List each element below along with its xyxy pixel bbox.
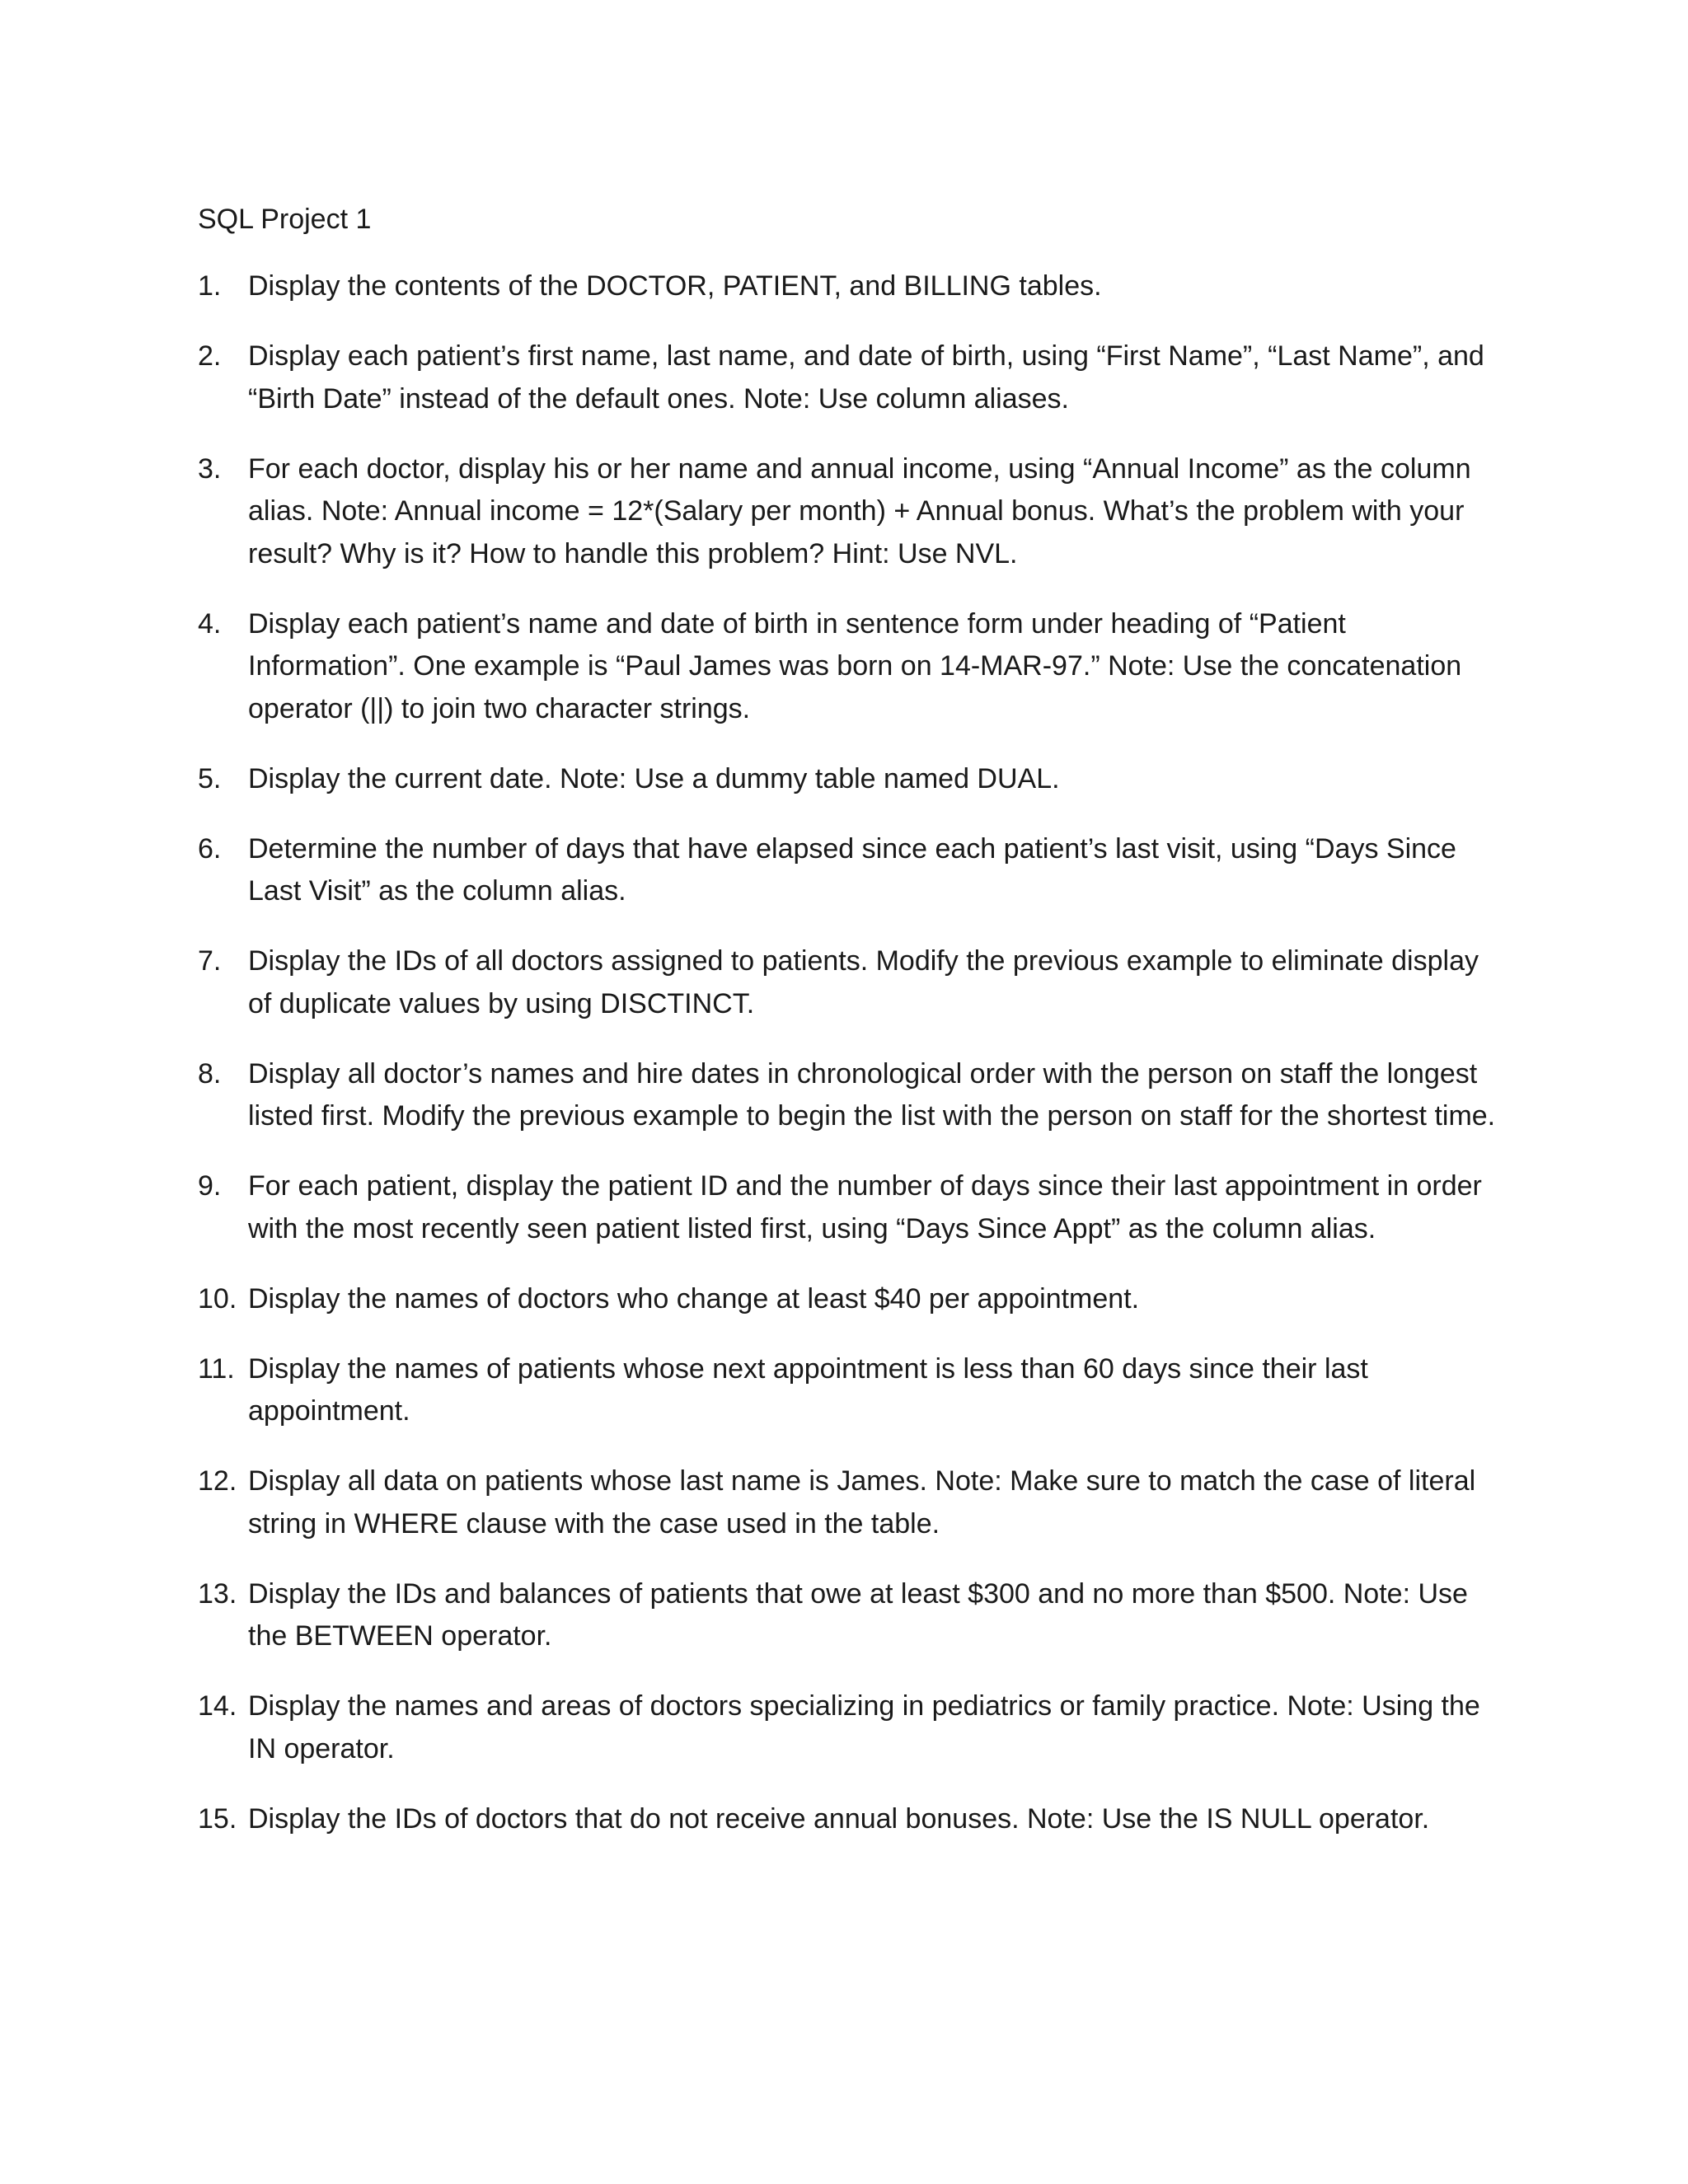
question-text: For each doctor, display his or her name and annual income, using “Annual Income” as the column alias. Note: Annual income = 12*(Salary per month) + Annual bonus. What’s the problem with your result? Why is it? How to handle this problem? Hint: Use NVL. bbox=[248, 452, 1471, 569]
question-text: Display the names of patients whose next appointment is less than 60 days since their last appointment. bbox=[248, 1352, 1368, 1427]
question-text: For each patient, display the patient ID and the number of days since their last appointment in order with the most recently seen patient listed first, using “Days Since Appt” as the column alias. bbox=[248, 1170, 1482, 1244]
question-item bbox=[198, 940, 1500, 1025]
question-item bbox=[198, 1348, 1500, 1433]
question-number: 7. bbox=[198, 945, 222, 977]
question-item bbox=[198, 265, 1500, 308]
question-text: Display the IDs of all doctors assigned to patients. Modify the previous example to eliminate display of duplicate values by using DISCTINCT. bbox=[248, 945, 1479, 1019]
question-text: Display the IDs of doctors that do not receive annual bonuses. Note: Use the IS NULL operator. bbox=[248, 1802, 1430, 1835]
question-text: Display all data on patients whose last name is James. Note: Make sure to match the case of literal string in WHERE clause with the case used in the table. bbox=[248, 1465, 1476, 1540]
question-text: Display the IDs and balances of patients that owe at least $300 and no more than $500. Note: Use the BETWEEN operator. bbox=[248, 1577, 1468, 1652]
question-number: 5. bbox=[198, 762, 222, 794]
question-item bbox=[198, 1165, 1500, 1250]
question-number: 15. bbox=[198, 1802, 237, 1835]
question-text: Display all doctor’s names and hire dates in chronological order with the person on staff the longest listed first. Modify the previous example to begin the list with the person on staff for the shortest time. bbox=[248, 1057, 1496, 1132]
question-number: 10. bbox=[198, 1282, 237, 1315]
question-number: 6. bbox=[198, 832, 222, 865]
question-number: 12. bbox=[198, 1465, 237, 1497]
document-title: SQL Project 1 bbox=[198, 204, 372, 235]
question-item bbox=[198, 1278, 1500, 1321]
question-text: Determine the number of days that have elapsed since each patient’s last visit, using “Days Since Last Visit” as the column alias. bbox=[248, 832, 1456, 907]
question-text: Display each patient’s name and date of birth in sentence form under heading of “Patient Information”. One example is “Paul James was born on 14-MAR-97.” Note: Use the concatenation operator (||) to join two character strings. bbox=[248, 607, 1462, 724]
question-text: Display the names and areas of doctors specializing in pediatrics or family practice. Note: Using the IN operator. bbox=[248, 1690, 1480, 1765]
question-item bbox=[198, 758, 1500, 801]
question-text: Display the contents of the DOCTOR, PATIENT, and BILLING tables. bbox=[248, 270, 1102, 302]
question-item bbox=[198, 335, 1500, 420]
question-number: 1. bbox=[198, 270, 222, 302]
question-number: 3. bbox=[198, 452, 222, 485]
question-item bbox=[198, 1685, 1500, 1770]
question-text: Display the current date. Note: Use a dummy table named DUAL. bbox=[248, 762, 1060, 794]
question-number: 11. bbox=[198, 1352, 235, 1385]
question-number: 8. bbox=[198, 1057, 222, 1090]
question-item bbox=[198, 828, 1500, 913]
question-item bbox=[198, 448, 1500, 576]
question-number: 13. bbox=[198, 1577, 237, 1610]
question-item bbox=[198, 1053, 1500, 1138]
question-item bbox=[198, 1460, 1500, 1545]
question-text: Display the names of doctors who change at least $40 per appointment. bbox=[248, 1282, 1140, 1315]
question-number: 4. bbox=[198, 607, 222, 640]
question-item bbox=[198, 603, 1500, 731]
question-item bbox=[198, 1798, 1500, 1841]
question-number: 2. bbox=[198, 340, 222, 372]
question-text: Display each patient’s first name, last name, and date of birth, using “First Name”, “Last Name”, and “Birth Date” instead of the default ones. Note: Use column aliases. bbox=[248, 340, 1484, 415]
question-number: 14. bbox=[198, 1690, 237, 1722]
question-number: 9. bbox=[198, 1170, 222, 1202]
question-list bbox=[198, 265, 1500, 1868]
question-item bbox=[198, 1573, 1500, 1658]
